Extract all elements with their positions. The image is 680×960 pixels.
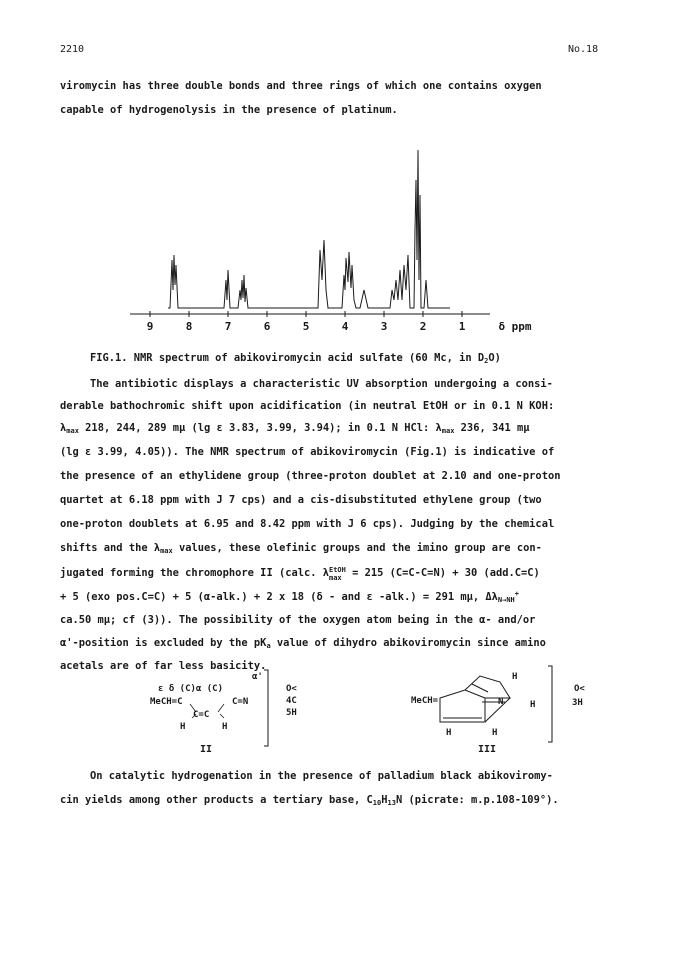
structure-II-bonds — [180, 694, 240, 724]
tick-label-5: 5 — [302, 320, 310, 333]
body-line-9: jugated forming the chromophore II (calc. λ EtOH max = 215 (C=C-C=N) + 30 (add.C=C) — [60, 566, 540, 582]
structure-II-row1b: C=N — [232, 697, 249, 707]
tick-label-6: 6 — [263, 320, 271, 333]
nmr-trace — [168, 150, 450, 308]
body-line-6: quartet at 6.18 ppm with J 7 cps) and a cis-disubstituted ethylene group (two — [60, 494, 542, 506]
issue-number: No.18 — [568, 44, 599, 55]
structure-II-h-left: H — [180, 722, 186, 732]
structure-III-h-br: H — [492, 728, 498, 738]
tick-label-9: 9 — [146, 320, 154, 333]
tick-label-8: 8 — [185, 320, 193, 333]
structure-III-h-top: H — [512, 672, 518, 682]
structure-II-labels: ε δ (C)α (C) — [158, 684, 224, 694]
final-line-2: cin yields among other products a tertiary base, $C_{10}H_{13}N$ (picrate: m.p.108-109°). — [60, 794, 559, 807]
body-line-11: ca.50 mμ; cf (3)). The possibility of the oxygen atom being in the α- and/or — [60, 614, 536, 626]
intro-line-1: viromycin has three double bonds and three rings of which one contains oxygen — [60, 80, 542, 92]
body-line-8: shifts and the $\lambda_{max}$ values, these olefinic groups and the imino group are con- — [60, 542, 542, 555]
structure-III-mech: MeCH= — [411, 696, 439, 706]
tick-label-1: 1 — [458, 320, 466, 333]
body-line-5: the presence of an ethylidene group (three-proton doublet at 2.10 and one-proton — [60, 470, 561, 482]
body-line-12: α'-position is excluded by the $pK_a$ value of dihydro abikoviromycin since amino — [60, 637, 546, 650]
structure-II-row1: MeCH=C — [150, 697, 183, 707]
structure-III-side1: O< — [574, 684, 585, 694]
structure-III-h-n: H — [530, 700, 536, 710]
structure-II-h-right: H — [222, 722, 228, 732]
structure-II-side1: O< — [286, 684, 297, 694]
tick-label-4: 4 — [341, 320, 349, 333]
body-line-10: + 5 (exo pos.C=C) + 5 (α-alk.) + 2 x 18 (δ - and ε -alk.) = 291 mμ, $\Delta\lambda_{N\to NH}^+$ — [60, 590, 519, 604]
axis-unit: δ ppm — [498, 320, 532, 333]
structure-III-h-bl: H — [446, 728, 452, 738]
structure-III-side2: 3H — [572, 698, 583, 708]
structure-III-label: III — [478, 744, 497, 755]
nmr-spectrum-figure — [120, 140, 570, 340]
structure-II-side2: 4C — [286, 696, 297, 706]
structure-II-label: II — [200, 744, 213, 755]
figure-caption: FIG.1. NMR spectrum of abikoviromycin acid sulfate (60 Mc, in $D_2O$) — [90, 352, 501, 365]
structure-II-bracket — [262, 668, 272, 748]
tick-label-7: 7 — [224, 320, 232, 333]
page-number: 2210 — [60, 44, 85, 55]
body-line-4: (lg ε 3.99, 4.05)). The NMR spectrum of abikoviromycin (Fig.1) is indicative of — [60, 446, 555, 458]
tick-label-3: 3 — [380, 320, 388, 333]
tick-label-2: 2 — [419, 320, 427, 333]
structure-II-side3: 5H — [286, 708, 297, 718]
body-line-3: $\lambda_{max}$ 218, 244, 289 mμ (lg ε 3.83, 3.99, 3.94); in 0.1 N HCl: $\lambda_{max}$ 236, 341 mμ — [60, 422, 530, 435]
intro-line-2: capable of hydrogenolysis in the presence of platinum. — [60, 104, 398, 116]
body-line-2: derable bathochromic shift upon acidification (in neutral EtOH or in 0.1 N KOH: — [60, 400, 555, 412]
structure-III-bracket — [546, 664, 558, 744]
structure-II-alpha-prime: α' — [252, 672, 263, 682]
body-line-1: The antibiotic displays a characteristic UV absorption undergoing a consi- — [90, 378, 553, 390]
structure-II-row2: C=C — [193, 710, 210, 720]
final-line-1: On catalytic hydrogenation in the presence of palladium black abikoviromy- — [90, 770, 553, 782]
body-line-7: one-proton doublets at 6.95 and 8.42 ppm with J 6 cps). Judging by the chemical — [60, 518, 555, 530]
body-line-13: acetals are of far less basicity. — [60, 660, 267, 672]
structure-III-n: N — [498, 697, 504, 707]
